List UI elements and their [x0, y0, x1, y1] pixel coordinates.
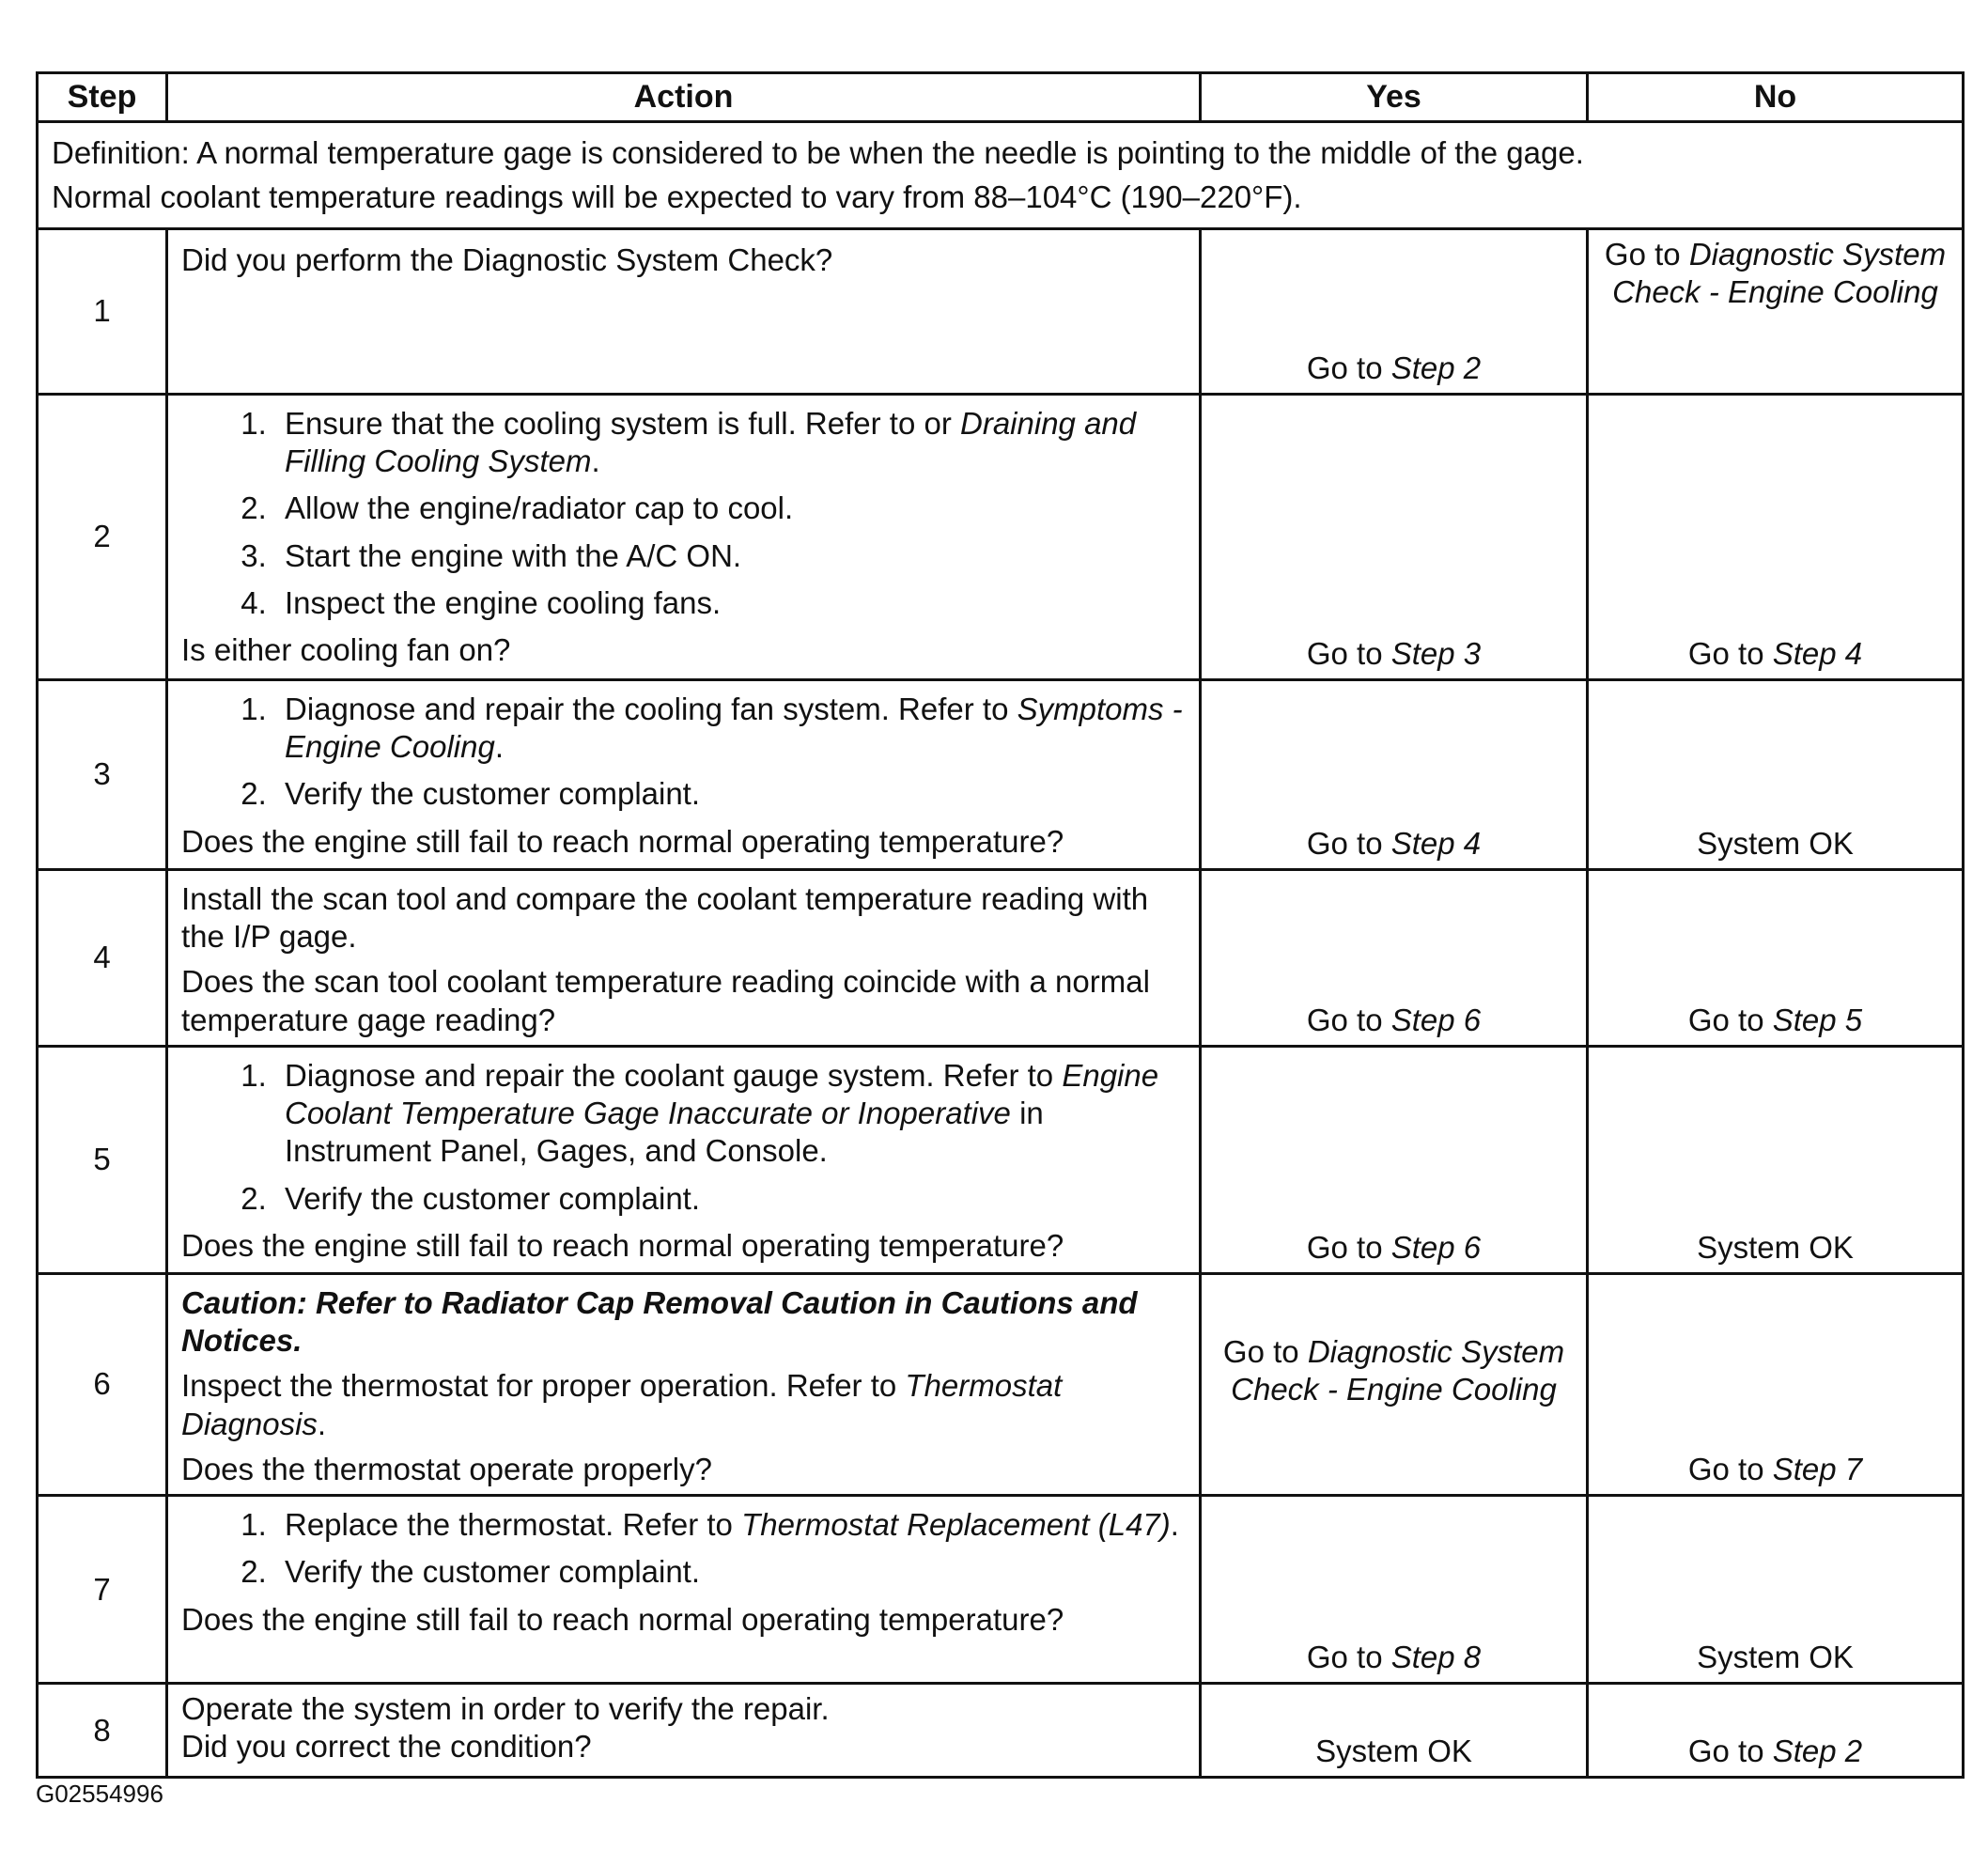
go-to-text: Go to [1687, 1733, 1764, 1768]
go-to-text: Go to [1306, 825, 1383, 861]
step-link[interactable]: Step 2 [1390, 350, 1482, 385]
yes-cell [1201, 394, 1588, 679]
list-item: 3. Start the engine with the A/C ON. [275, 537, 1186, 575]
action-list [181, 1506, 1186, 1592]
yes-cell [1201, 1046, 1588, 1273]
diagnostic-table [36, 71, 1965, 1779]
action-cell [167, 394, 1201, 679]
step-number: 2 [38, 394, 167, 679]
procedure-link[interactable]: Thermostat Replacement (L47) [741, 1507, 1171, 1543]
list-item [275, 691, 1186, 767]
definition-row [38, 122, 1964, 229]
action-cell [167, 869, 1201, 1046]
yes-cell [1201, 869, 1588, 1046]
go-to-text: Go to [1306, 1229, 1383, 1265]
table-row [38, 394, 1964, 679]
period: . [591, 443, 600, 479]
table-row [38, 228, 1964, 394]
no-cell [1588, 228, 1964, 394]
period: . [317, 1406, 327, 1441]
header-action: Action [167, 73, 1201, 122]
question: Does the thermostat operate properly? [181, 1451, 712, 1486]
instruction-text: Operate the system in order to verify the repair. [181, 1691, 830, 1727]
go-to-text: Go to [1604, 236, 1681, 272]
step-number: 6 [38, 1273, 167, 1495]
no-cell [1588, 1684, 1964, 1778]
table-row [38, 1046, 1964, 1273]
action-cell [167, 1496, 1201, 1684]
action-cell [167, 1684, 1201, 1778]
step-number: 7 [38, 1496, 167, 1684]
list-item-text: Ensure that the cooling system is full. Refer to or [285, 405, 960, 441]
header-row [38, 73, 1964, 122]
no-cell: System OK [1588, 679, 1964, 869]
go-to-text: Go to [1306, 1002, 1383, 1037]
yes-cell [1201, 679, 1588, 869]
list-item-text: Diagnose and repair the coolant gauge system. Refer to [285, 1057, 1063, 1093]
action-list [181, 405, 1186, 622]
list-item [275, 405, 1186, 481]
step-link[interactable]: Step 2 [1772, 1733, 1863, 1768]
procedure-link[interactable]: Symptoms - Engine Cooling [285, 691, 1183, 765]
question: Does the scan tool coolant temperature reading coincide with a normal temperature gage reading? [181, 964, 1150, 1037]
go-to-text: Go to [1222, 1333, 1299, 1369]
step-link[interactable]: Step 3 [1390, 635, 1482, 671]
period: . [494, 729, 505, 765]
step-link[interactable]: Step 4 [1772, 635, 1863, 671]
go-to-text: Go to [1687, 1451, 1764, 1486]
action-list [181, 1057, 1186, 1218]
definition-line-2: Normal coolant temperature readings will be expected to vary from 88–104°C (190–220°F). [52, 179, 1302, 214]
question: Does the engine still fail to reach normal operating temperature? [181, 1601, 1064, 1637]
list-item-text: Diagnose and repair the cooling fan system. Refer to [285, 691, 1017, 726]
yes-cell [1201, 228, 1588, 394]
step-number: 8 [38, 1684, 167, 1778]
action-cell [167, 679, 1201, 869]
procedure-link[interactable]: Thermostat Diagnosis [181, 1368, 1063, 1441]
definition-line-1: Definition: A normal temperature gage is considered to be when the needle is pointing to the middle of the gage. [52, 135, 1584, 171]
list-item-text: in Instrument Panel, Gages, and Console. [285, 1096, 1044, 1169]
action-cell [167, 228, 1201, 394]
question: Did you perform the Diagnostic System Check? [181, 241, 833, 277]
step-number: 1 [38, 228, 167, 394]
definition-cell [38, 122, 1964, 229]
period: . [1170, 1507, 1179, 1543]
step-number: 5 [38, 1046, 167, 1273]
procedure-link[interactable]: Draining and Filling Cooling System [285, 405, 1137, 479]
no-cell: System OK [1588, 1046, 1964, 1273]
step-number: 4 [38, 869, 167, 1046]
step-link[interactable]: Step 6 [1390, 1002, 1482, 1037]
list-item-text: Replace the thermostat. Refer to [285, 1507, 742, 1543]
list-item: 2. Allow the engine/radiator cap to cool. [275, 490, 1186, 527]
procedure-link[interactable]: Engine Coolant Temperature Gage Inaccurate or Inoperative [285, 1057, 1159, 1131]
step-link[interactable]: Step 4 [1390, 825, 1482, 861]
question: Does the engine still fail to reach normal operating temperature? [181, 1227, 1064, 1263]
procedure-link[interactable]: Diagnostic System Check - Engine Cooling [1231, 1333, 1565, 1407]
instruction-text-part: Inspect the thermostat for proper operation. Refer to [181, 1368, 906, 1404]
caution-text: Caution: Refer to Radiator Cap Removal Caution in Cautions and Notices. [181, 1284, 1138, 1359]
step-link[interactable]: Step 8 [1390, 1639, 1482, 1674]
list-item: 4. Inspect the engine cooling fans. [275, 584, 1186, 622]
instruction-text [181, 1367, 1186, 1443]
table-row [38, 869, 1964, 1046]
table-row [38, 679, 1964, 869]
no-cell: System OK [1588, 1496, 1964, 1684]
list-item: 2. Verify the customer complaint. [275, 775, 1186, 813]
step-link[interactable]: Step 7 [1772, 1451, 1863, 1486]
step-number: 3 [38, 679, 167, 869]
header-no: No [1588, 73, 1964, 122]
yes-cell [1201, 1273, 1588, 1495]
go-to-text: Go to [1306, 1639, 1383, 1674]
header-yes: Yes [1201, 73, 1588, 122]
go-to-text: Go to [1687, 635, 1764, 671]
table-row [38, 1684, 1964, 1778]
step-link[interactable]: Step 6 [1390, 1229, 1482, 1265]
figure-id: G02554996 [36, 1780, 163, 1808]
no-cell [1588, 869, 1964, 1046]
go-to-text: Go to [1687, 1002, 1764, 1037]
list-item [275, 1057, 1186, 1171]
yes-cell: System OK [1201, 1684, 1588, 1778]
go-to-text: Go to [1306, 635, 1383, 671]
action-cell [167, 1273, 1201, 1495]
list-item: 2. Verify the customer complaint. [275, 1180, 1186, 1218]
action-cell [167, 1046, 1201, 1273]
go-to-text: Go to [1306, 350, 1383, 385]
question: Is either cooling fan on? [181, 632, 511, 668]
no-cell [1588, 1273, 1964, 1495]
action-list [181, 691, 1186, 814]
list-item [275, 1506, 1186, 1544]
procedure-link[interactable]: Diagnostic System Check - Engine Cooling [1612, 236, 1947, 310]
step-link[interactable]: Step 5 [1772, 1002, 1863, 1037]
question: Did you correct the condition? [181, 1729, 592, 1765]
list-item: 2. Verify the customer complaint. [275, 1553, 1186, 1591]
no-cell [1588, 394, 1964, 679]
table-row [38, 1273, 1964, 1495]
yes-cell [1201, 1496, 1588, 1684]
table-row [38, 1496, 1964, 1684]
question: Does the engine still fail to reach normal operating temperature? [181, 823, 1064, 859]
instruction-text: Install the scan tool and compare the coolant temperature reading with the I/P gage. [181, 880, 1149, 955]
header-step: Step [38, 73, 167, 122]
